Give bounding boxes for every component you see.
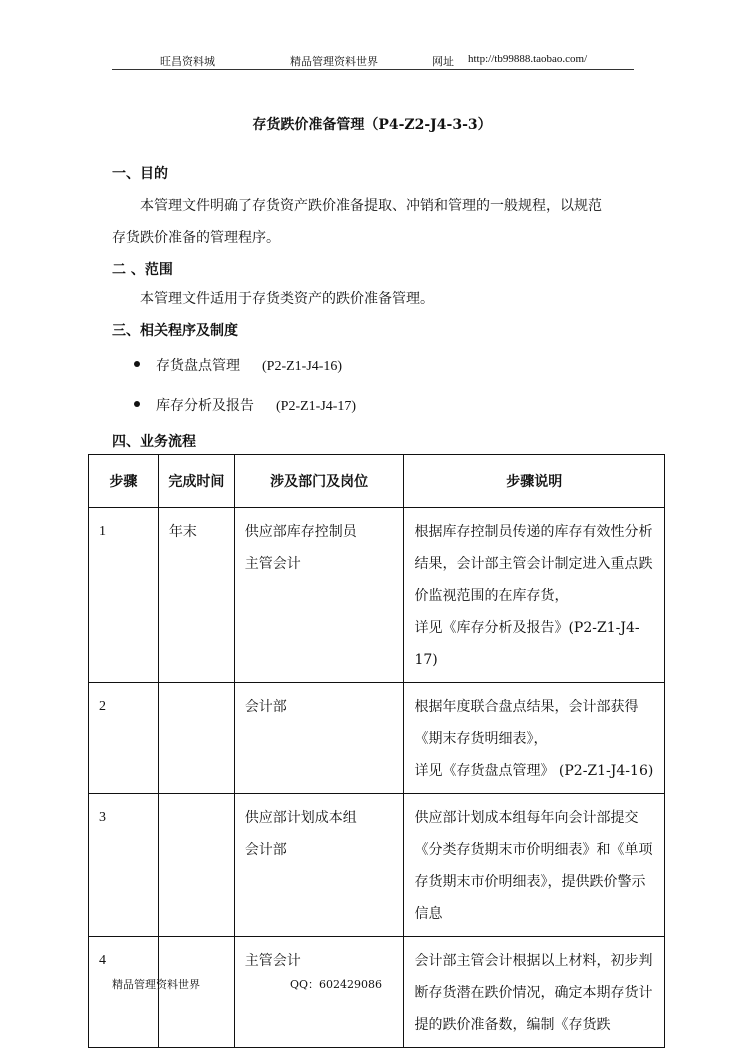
desc-text: 供应部计划成本组每年向会计部提交《分类存货期末市价明细表》和《单项存货期末市价明细表》，提供跌价警示信息 (414, 810, 653, 922)
related-item-name: 存货盘点管理 (156, 358, 240, 374)
header-site-name: 旺昌资料城 (160, 55, 215, 68)
desc-reference: 详见《库存分析及报告》(P2-Z1-J4-17) (414, 620, 640, 668)
cell-time (158, 794, 234, 937)
cell-dept (234, 794, 404, 937)
header-url-label: 网址 (432, 55, 454, 68)
desc-text: 根据年度联合盘点结果，会计部获得《期末存货明细表》， (414, 699, 639, 747)
section-heading-purpose: 一、目的 (112, 166, 168, 182)
cell-dept (234, 683, 404, 794)
related-list-item (134, 355, 342, 375)
cell-time: 年末 (158, 508, 234, 683)
purpose-line-1: 本管理文件明确了存货资产跌价准备提取、冲销和管理的一般规程，以规范 (140, 198, 602, 214)
purpose-line-2: 存货跌价准备的管理程序。 (112, 230, 280, 246)
header-dept: 涉及部门及岗位 (234, 455, 404, 508)
dept-line: 主管会计 (244, 953, 301, 969)
document-title: 存货跌价准备管理（P4-Z2-J4-3-3） (252, 117, 492, 133)
section-heading-related: 三、相关程序及制度 (112, 323, 238, 339)
header-url-link[interactable]: http://tb99888.taobao.com/ (468, 53, 588, 65)
related-item-code: (P2-Z1-J4-17) (276, 399, 357, 414)
scope-paragraph (112, 283, 642, 315)
cell-time (158, 683, 234, 794)
cell-desc (404, 683, 665, 794)
dept-line: 主管会计 (244, 556, 301, 572)
desc-text: 会计部主管会计根据以上材料，初步判断存货潜在跌价情况，确定本期存货计提的跌价准备数，编制《存货跌 (414, 953, 653, 1033)
section-heading-scope: 二 、范围 (112, 262, 173, 278)
header-step: 步骤 (89, 455, 159, 508)
cell-dept (234, 937, 404, 1048)
purpose-paragraph (112, 190, 642, 254)
table-row (89, 937, 665, 1048)
dept-line: 会计部 (244, 699, 287, 715)
header-subtitle: 精品管理资料世界 (290, 55, 378, 68)
scope-text: 本管理文件适用于存货类资产的跌价准备管理。 (140, 291, 434, 307)
table-header-row (89, 455, 665, 508)
section-heading-process: 四、业务流程 (112, 434, 196, 450)
cell-time (158, 937, 234, 1048)
cell-desc (404, 794, 665, 937)
header-desc: 步骤说明 (404, 455, 665, 508)
dept-line: 会计部 (244, 842, 287, 858)
table-row (89, 794, 665, 937)
cell-step: 4 (89, 937, 159, 1048)
related-item-name: 库存分析及报告 (156, 398, 254, 414)
dept-line: 供应部计划成本组 (244, 810, 357, 826)
cell-step: 1 (89, 508, 159, 683)
bullet-icon (134, 401, 140, 407)
cell-step: 3 (89, 794, 159, 937)
footer-site-name: 精品管理资料世界 (112, 978, 200, 991)
page-header (112, 50, 634, 70)
cell-desc (404, 508, 665, 683)
table-row (89, 683, 665, 794)
desc-text: 根据库存控制员传递的库存有效性分析结果，会计部主管会计制定进入重点跌价监视范围的在库存货， (414, 524, 653, 604)
dept-line: 供应部库存控制员 (244, 524, 357, 540)
cell-desc (404, 937, 665, 1048)
table-row (89, 508, 665, 683)
bullet-icon (134, 361, 140, 367)
header-time: 完成时间 (158, 455, 234, 508)
process-table (88, 454, 665, 1048)
cell-dept (234, 508, 404, 683)
related-item-code: (P2-Z1-J4-16) (262, 359, 343, 374)
cell-step: 2 (89, 683, 159, 794)
footer-qq: QQ：602429086 (290, 978, 383, 991)
desc-reference: 详见《存货盘点管理》 (P2-Z1-J4-16) (414, 763, 654, 779)
related-list-item (134, 395, 356, 415)
